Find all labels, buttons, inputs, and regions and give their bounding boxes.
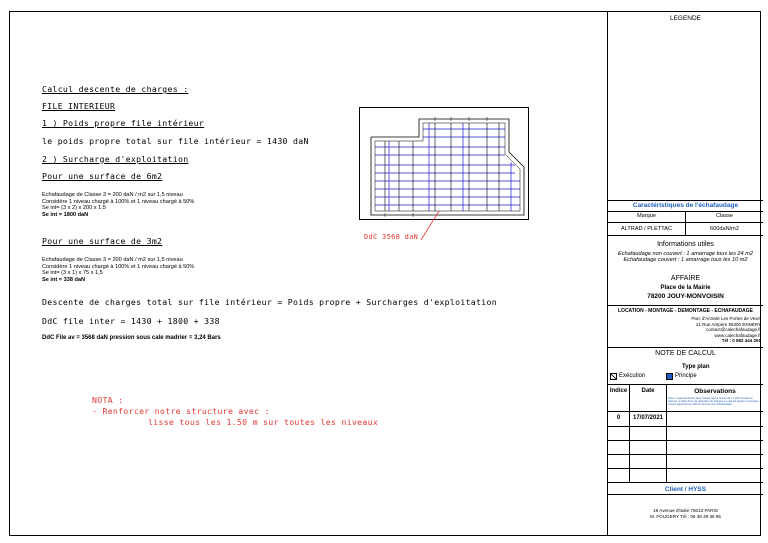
section2-title: 2 ) Surcharge d'exploitation <box>42 154 189 164</box>
info-line-1: Echafaudage non couvert : 1 amarrage tous les 24 m2 <box>618 251 753 257</box>
drawing-sheet <box>9 11 761 536</box>
surface6-line-3: Se int= (3 x 2) x 200 x 1,5 <box>42 205 106 211</box>
client-title: Client / HYSS <box>664 486 707 493</box>
table-header-indice: Indice <box>609 388 628 394</box>
calc-title: Calcul descente de charges : <box>42 84 189 94</box>
table-row-indice: 0 <box>616 415 621 421</box>
nota-line-1: - Renforcer notre structure avec : <box>92 406 270 416</box>
info-line-2: Echafaudage couvert : 1 amarrage tous les 10 m2 <box>623 257 748 263</box>
file-heading: FILE INTERIEUR <box>42 101 116 111</box>
char-header-classe: Classe <box>715 213 734 219</box>
client-line-1: 19 Avenue d'Italie 75013 PARIS <box>653 508 718 513</box>
affaire-line-1: Place de la Mairie <box>660 285 711 291</box>
company-line-4: www.calechafaudage.fr <box>714 332 761 338</box>
surface3-line-4: Se int = 338 daN <box>42 276 86 283</box>
surface3-line-2: Considère 1 niveau chargé à 100% et 1 niveau chargé à 50% <box>42 263 195 270</box>
surface3-line-1: Echafaudage de Classe 3 = 200 daN / m2 sur 1,5 niveau <box>42 257 183 263</box>
section1-line: le poids propre total sur file intérieur = 1430 daN <box>42 136 309 146</box>
nota-line-2: lisse tous les 1.50 m sur toutes les niveaux <box>148 417 379 427</box>
surface6-line-1: Echafaudage de Classe 3 = 200 daN / m2 sur 1,5 niveau <box>42 192 183 198</box>
table-header-date: Date <box>641 388 655 394</box>
info-title: Informations utiles <box>657 241 714 248</box>
execution-checkbox[interactable] <box>610 373 617 380</box>
note-title: NOTE DE CALCUL <box>655 350 716 357</box>
section1-title: 1 ) Poids propre file intérieur <box>42 118 205 128</box>
type-plan-label: Type plan <box>682 364 710 370</box>
surface6-line-2: Considère 1 niveau chargé à 100% et 1 niveau chargé à 50% <box>42 198 195 205</box>
company-line-1: Parc d'Activité Les Portes de Vexin <box>691 316 761 321</box>
surface6-line-4: Se int = 1800 daN <box>42 211 89 218</box>
title-block <box>607 12 763 535</box>
execution-label: Exécution <box>619 373 646 379</box>
char-value-classe: 600daN/m2 <box>710 226 739 232</box>
company-line-3: contact@calechafaudage.fr <box>706 327 761 332</box>
characteristics-title: Caractéristiques de l'échafaudage <box>632 202 739 209</box>
legend-title: LEGENDE <box>669 15 702 22</box>
surface3-line-3: Se int= (3 x 1) x 75 x 1,5 <box>42 270 103 276</box>
company-line-5: Tél : 0 982 444 261 <box>721 338 761 343</box>
company-title: LOCATION - MONTAGE - DEMONTAGE - ECHAFAUDAGE <box>618 308 753 314</box>
surface3-title: Pour une surface de 3m2 <box>42 236 163 246</box>
char-header-marque: Marque <box>637 213 656 219</box>
descente-line: Descente de charges total sur file intérieur = Poids propre + Surcharges d'exploitation <box>42 297 497 307</box>
surface6-title: Pour une surface de 6m2 <box>42 171 163 181</box>
ddc-line: DdC file inter = 1430 + 1800 + 338 <box>42 316 220 326</box>
affaire-line-2: 78200 JOUY-MONVOISIN <box>647 293 724 300</box>
company-line-2: 21 Rue Ampère 95300 ENNERY <box>696 321 761 327</box>
principe-label: Principe <box>675 373 697 379</box>
ddc-annotation: DdC 3568 daN <box>364 233 419 241</box>
client-line-2: M. FOUGERY Tél : 06 38 49 36 85 <box>650 514 721 519</box>
scaffold-plan-drawing <box>359 107 529 247</box>
table-header-observations: Observations <box>694 388 736 395</box>
table-row-date: 17/07/2021 <box>632 415 664 421</box>
char-value-marque: ALTRAD / PLETTAC <box>620 226 673 232</box>
principe-checkbox[interactable] <box>666 373 673 380</box>
ddc-result: DdC File av = 3568 daN pression sous cale madrier = 3,24 Bars <box>42 335 221 341</box>
affaire-title: AFFAIRE <box>670 275 701 282</box>
observations-note: Nota : L'appareil donné dans chaque pied à reculer de 1 / 100 montant ou colonne, à l'aide d'une de répartition de charges ou calé les appuis et ancrages suivant supporter les efforts transmis par l'échafaudage. <box>668 397 759 407</box>
nota-title: NOTA : <box>92 395 124 405</box>
